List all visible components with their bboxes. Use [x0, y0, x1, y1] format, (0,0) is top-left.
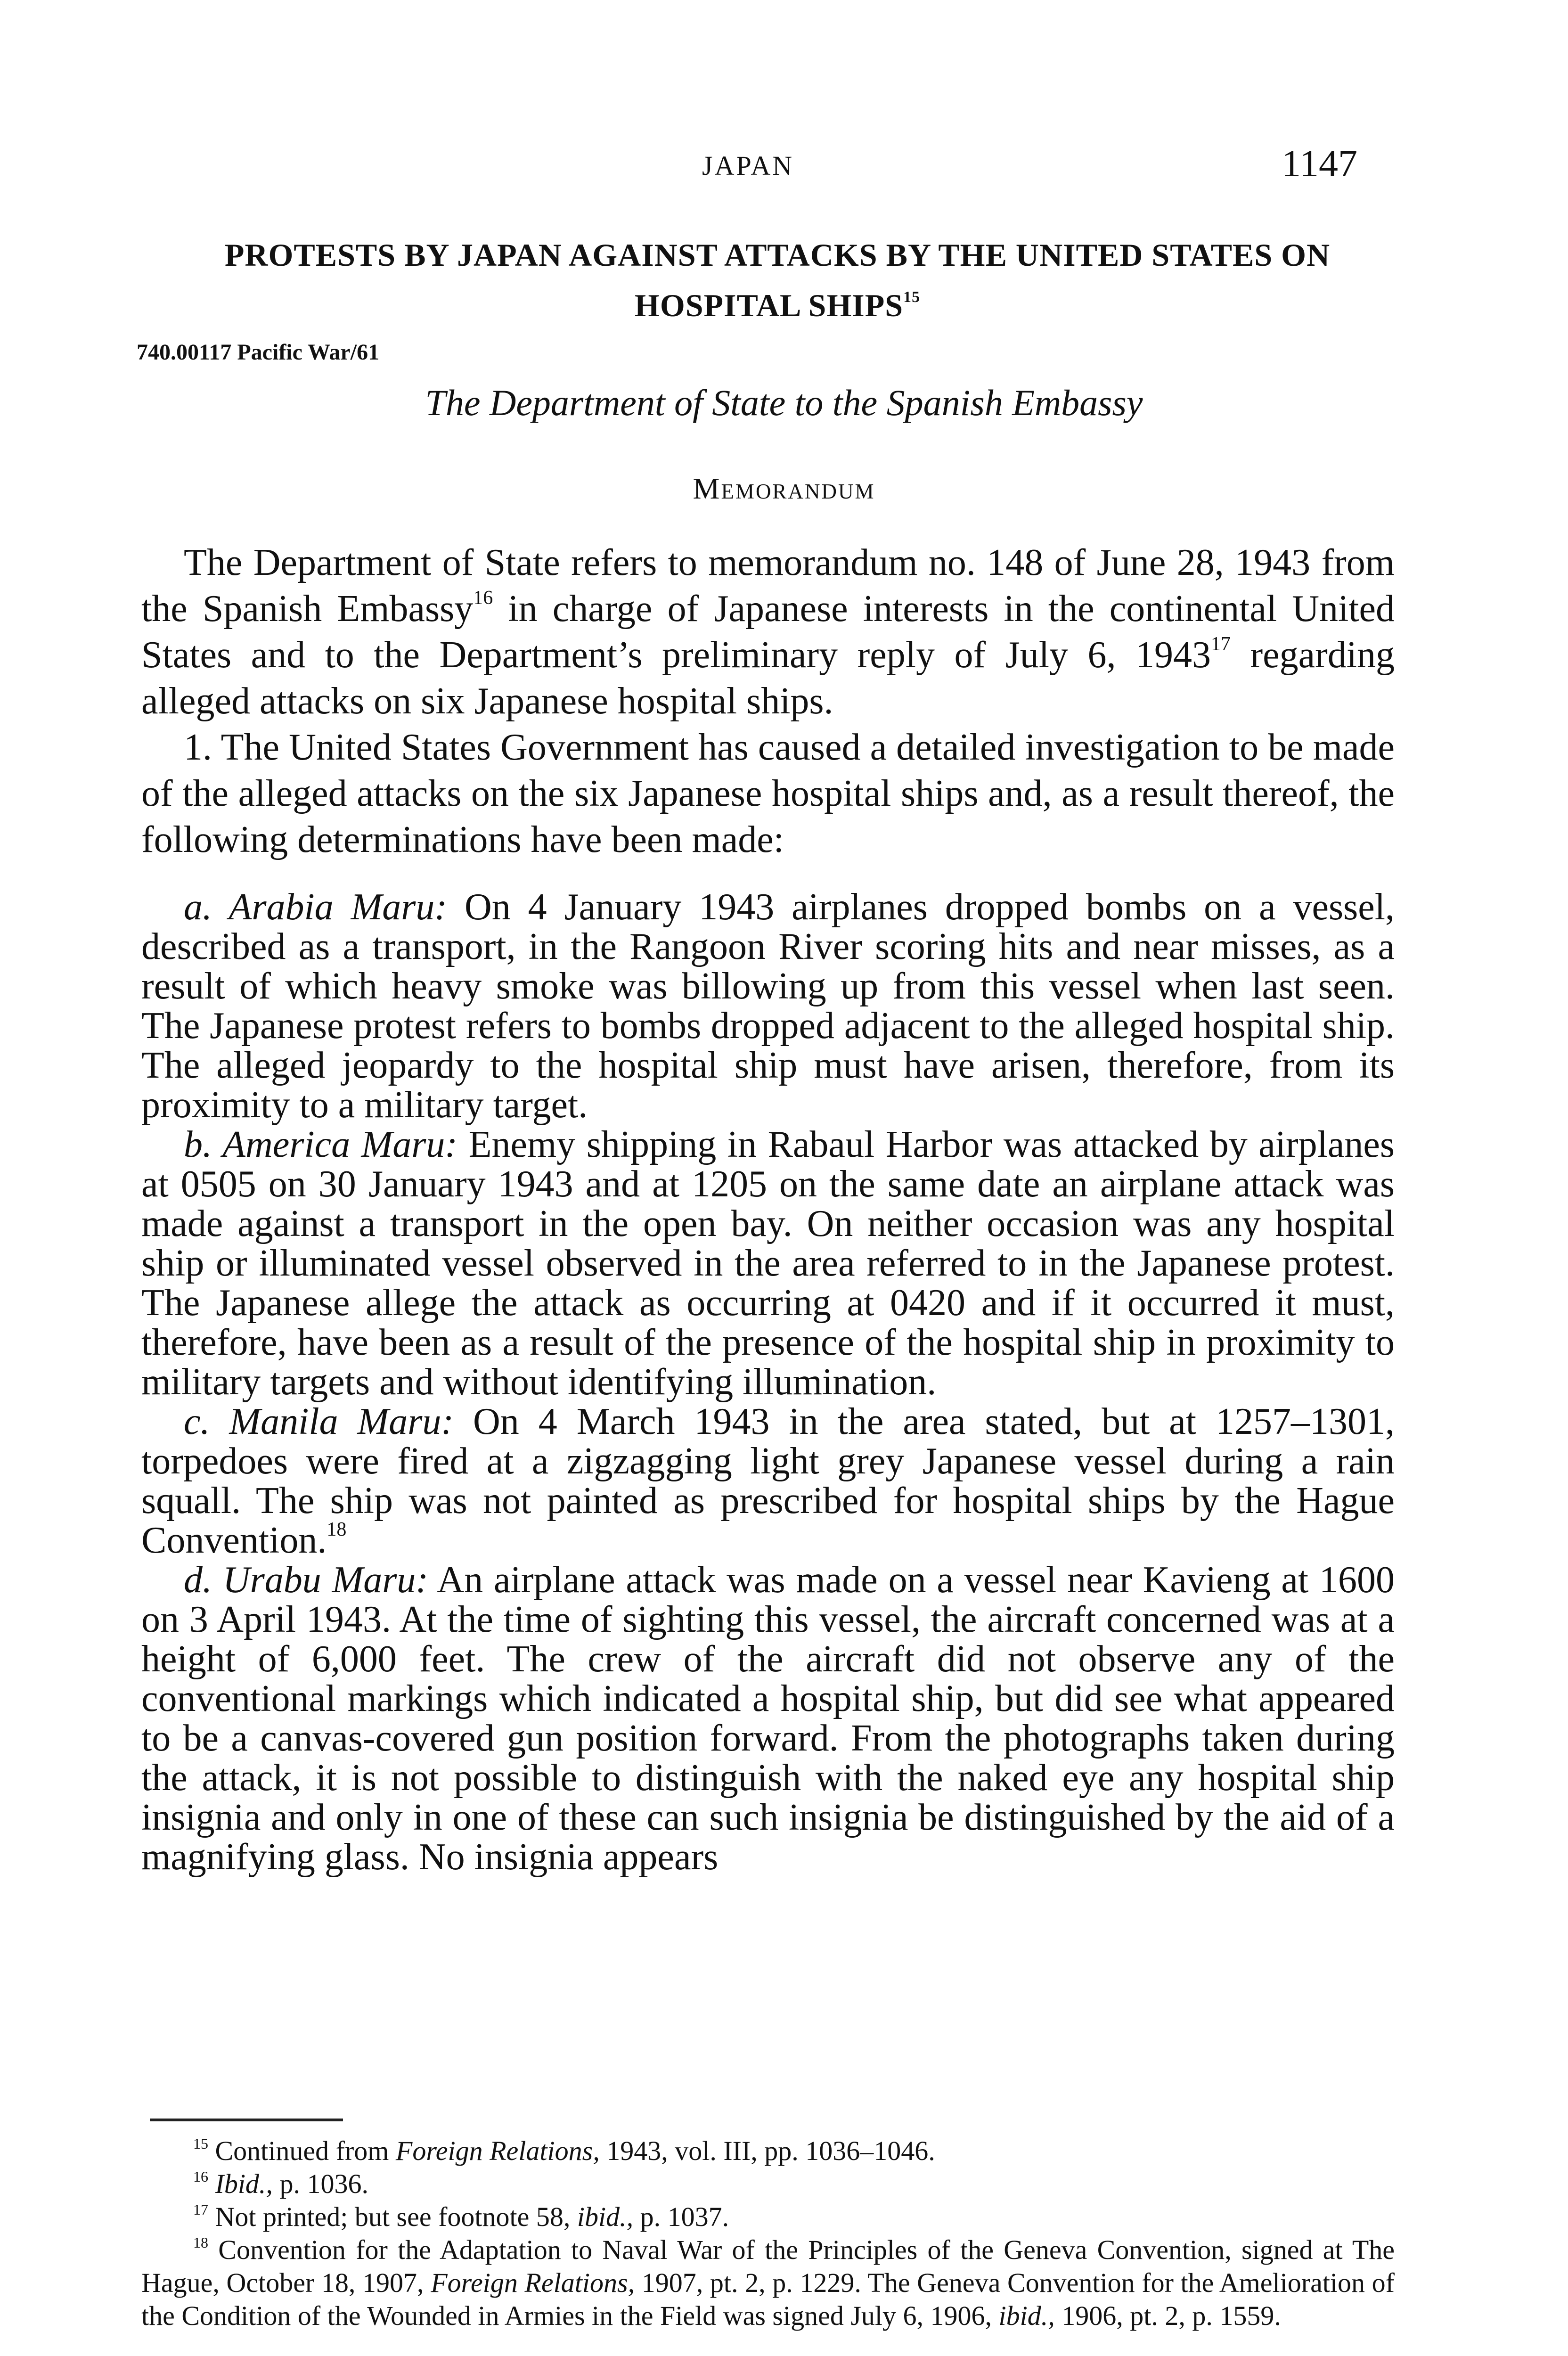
item-c-label: c. Manila Maru: — [184, 1401, 454, 1442]
intro-text-2: in charge of Japanese interests in the continental United States and to the Department’s preliminary reply of July 6, 1943 — [141, 588, 1395, 676]
footnote-ref-17: 17 — [1210, 633, 1231, 655]
title-line-1: PROTESTS BY JAPAN AGAINST ATTACKS BY THE UNITED STATES ON — [224, 237, 1331, 273]
footnote-ref-16: 16 — [473, 587, 493, 609]
paragraph-1: 1. The United States Government has caused a detailed investigation to be made of the alleged attacks on the six Japanese hospital ships and, as a result thereof, the following determinations have been made: — [141, 727, 1395, 860]
footnote-17-italic: ibid., — [577, 2201, 634, 2232]
document-heading: The Department of State to the Spanish Embassy — [425, 382, 1143, 423]
footnote-16-italic: Ibid., — [208, 2168, 273, 2199]
title-line-2 — [137, 276, 1418, 327]
page-number: 1147 — [1282, 142, 1357, 185]
item-d-text: An airplane attack was made on a vessel near Kavieng at 1600 on 3 April 1943. At the time of sighting this vessel, the aircraft concerned was at a height of 6,000 feet. The crew of the aircraft did not observe any of the conventional markings which indicated a hospital ship, but did see what appeared to be a canvas-covered gun position forward. From the photographs taken during the attack, it is not possible to distinguish with the naked eye any hospital ship insignia and only in one of these can such insignia be distinguished by the aid of a magnifying glass. No insignia appears — [141, 1559, 1395, 1878]
footnote-18-italic-2: ibid., — [998, 2300, 1055, 2331]
running-head: JAPAN — [702, 150, 794, 181]
intro-paragraph — [141, 540, 1395, 724]
footnote-15-text-a: Continued from — [208, 2135, 396, 2166]
body-text — [141, 540, 1395, 1877]
title-line-2-text: HOSPITAL SHIPS — [634, 287, 904, 323]
footnote-16-text: p. 1036. — [272, 2168, 368, 2199]
item-a-text: On 4 January 1943 airplanes dropped bombs on a vessel, described as a transport, in the Rangoon River scoring hits and near misses, as a result of which heavy smoke was billowing up from this vessel when last seen. The Japanese protest refers to bombs dropped adjacent to the alleged hospital ship. The alleged jeopardy to the hospital ship must have arisen, therefore, from its proximity to a military target. — [141, 886, 1395, 1126]
footnote-17 — [141, 2201, 1395, 2233]
footnote-18-text-c: 1906, pt. 2, p. 1559. — [1054, 2300, 1281, 2331]
footnote-17-text-a: Not printed; but see footnote 58, — [208, 2201, 577, 2232]
intro-text-1: The Department of State refers to memorandum no. 148 of June 28, 1943 from the Spanish Embassy — [141, 542, 1395, 630]
item-a — [141, 887, 1395, 1125]
footnote-divider — [150, 2119, 343, 2121]
footnote-16 — [141, 2168, 1395, 2201]
footnote-17-number: 17 — [193, 2201, 208, 2218]
footnote-18-text-a: Convention for the Adaptation to Naval War of the Principles of the Geneva Convention, signed at The Hague, October 18, 1907, — [141, 2234, 1395, 2298]
footnote-15 — [141, 2135, 1395, 2168]
item-b-text: Enemy shipping in Rabaul Harbor was attacked by airplanes at 0505 on 30 January 1943 and at 1205 on the same date an airplane attack was made against a transport in the open bay. On neither occasion was any hospital ship or illuminated vessel observed in the area referred to in the Japanese protest. The Japanese allege the attack as occurring at 0420 and if it occurred it must, therefore, have been as a result of the presence of the hospital ship in proximity to military targets and without identifying illumination. — [141, 1124, 1395, 1403]
memorandum-heading: Memorandum — [693, 472, 875, 505]
item-b — [141, 1125, 1395, 1402]
intro-text-3: regarding alleged attacks on six Japanese hospital ships. — [141, 634, 1395, 722]
item-d-label: d. Urabu Maru: — [184, 1559, 428, 1601]
item-c — [141, 1402, 1395, 1560]
file-number: 740.00117 Pacific War/61 — [137, 340, 380, 365]
item-c-text: On 4 March 1943 in the area stated, but at 1257–1301, torpedoes were fired at a zigzagging light grey Japanese vessel during a rain squall. The ship was not painted as prescribed for hospital ships by the Hague Convention. — [141, 1401, 1395, 1561]
item-a-label: a. Arabia Maru: — [184, 886, 448, 928]
footnote-ref-15: 15 — [903, 288, 921, 306]
footnote-18-number: 18 — [193, 2234, 208, 2251]
item-d — [141, 1560, 1395, 1877]
footnote-18 — [141, 2233, 1395, 2332]
footnote-15-number: 15 — [193, 2135, 208, 2152]
footnote-ref-18: 18 — [327, 1519, 347, 1540]
section-title — [137, 234, 1418, 327]
footnotes — [141, 2135, 1395, 2332]
footnote-15-text-b: 1943, vol. III, pp. 1036–1046. — [599, 2135, 935, 2166]
footnote-17-text-b: p. 1037. — [633, 2201, 729, 2232]
footnote-18-italic-1: Foreign Relations, — [431, 2267, 635, 2298]
footnote-15-italic: Foreign Relations, — [395, 2135, 600, 2166]
footnote-16-number: 16 — [193, 2168, 208, 2185]
footnote-18-text-b: 1907, pt. 2, p. 1229. The Geneva Convention for the Amelioration of the Condition of the Wounded in Armies in the Field was signed July 6, 1906, — [141, 2267, 1395, 2331]
item-b-label: b. America Maru: — [184, 1124, 458, 1165]
